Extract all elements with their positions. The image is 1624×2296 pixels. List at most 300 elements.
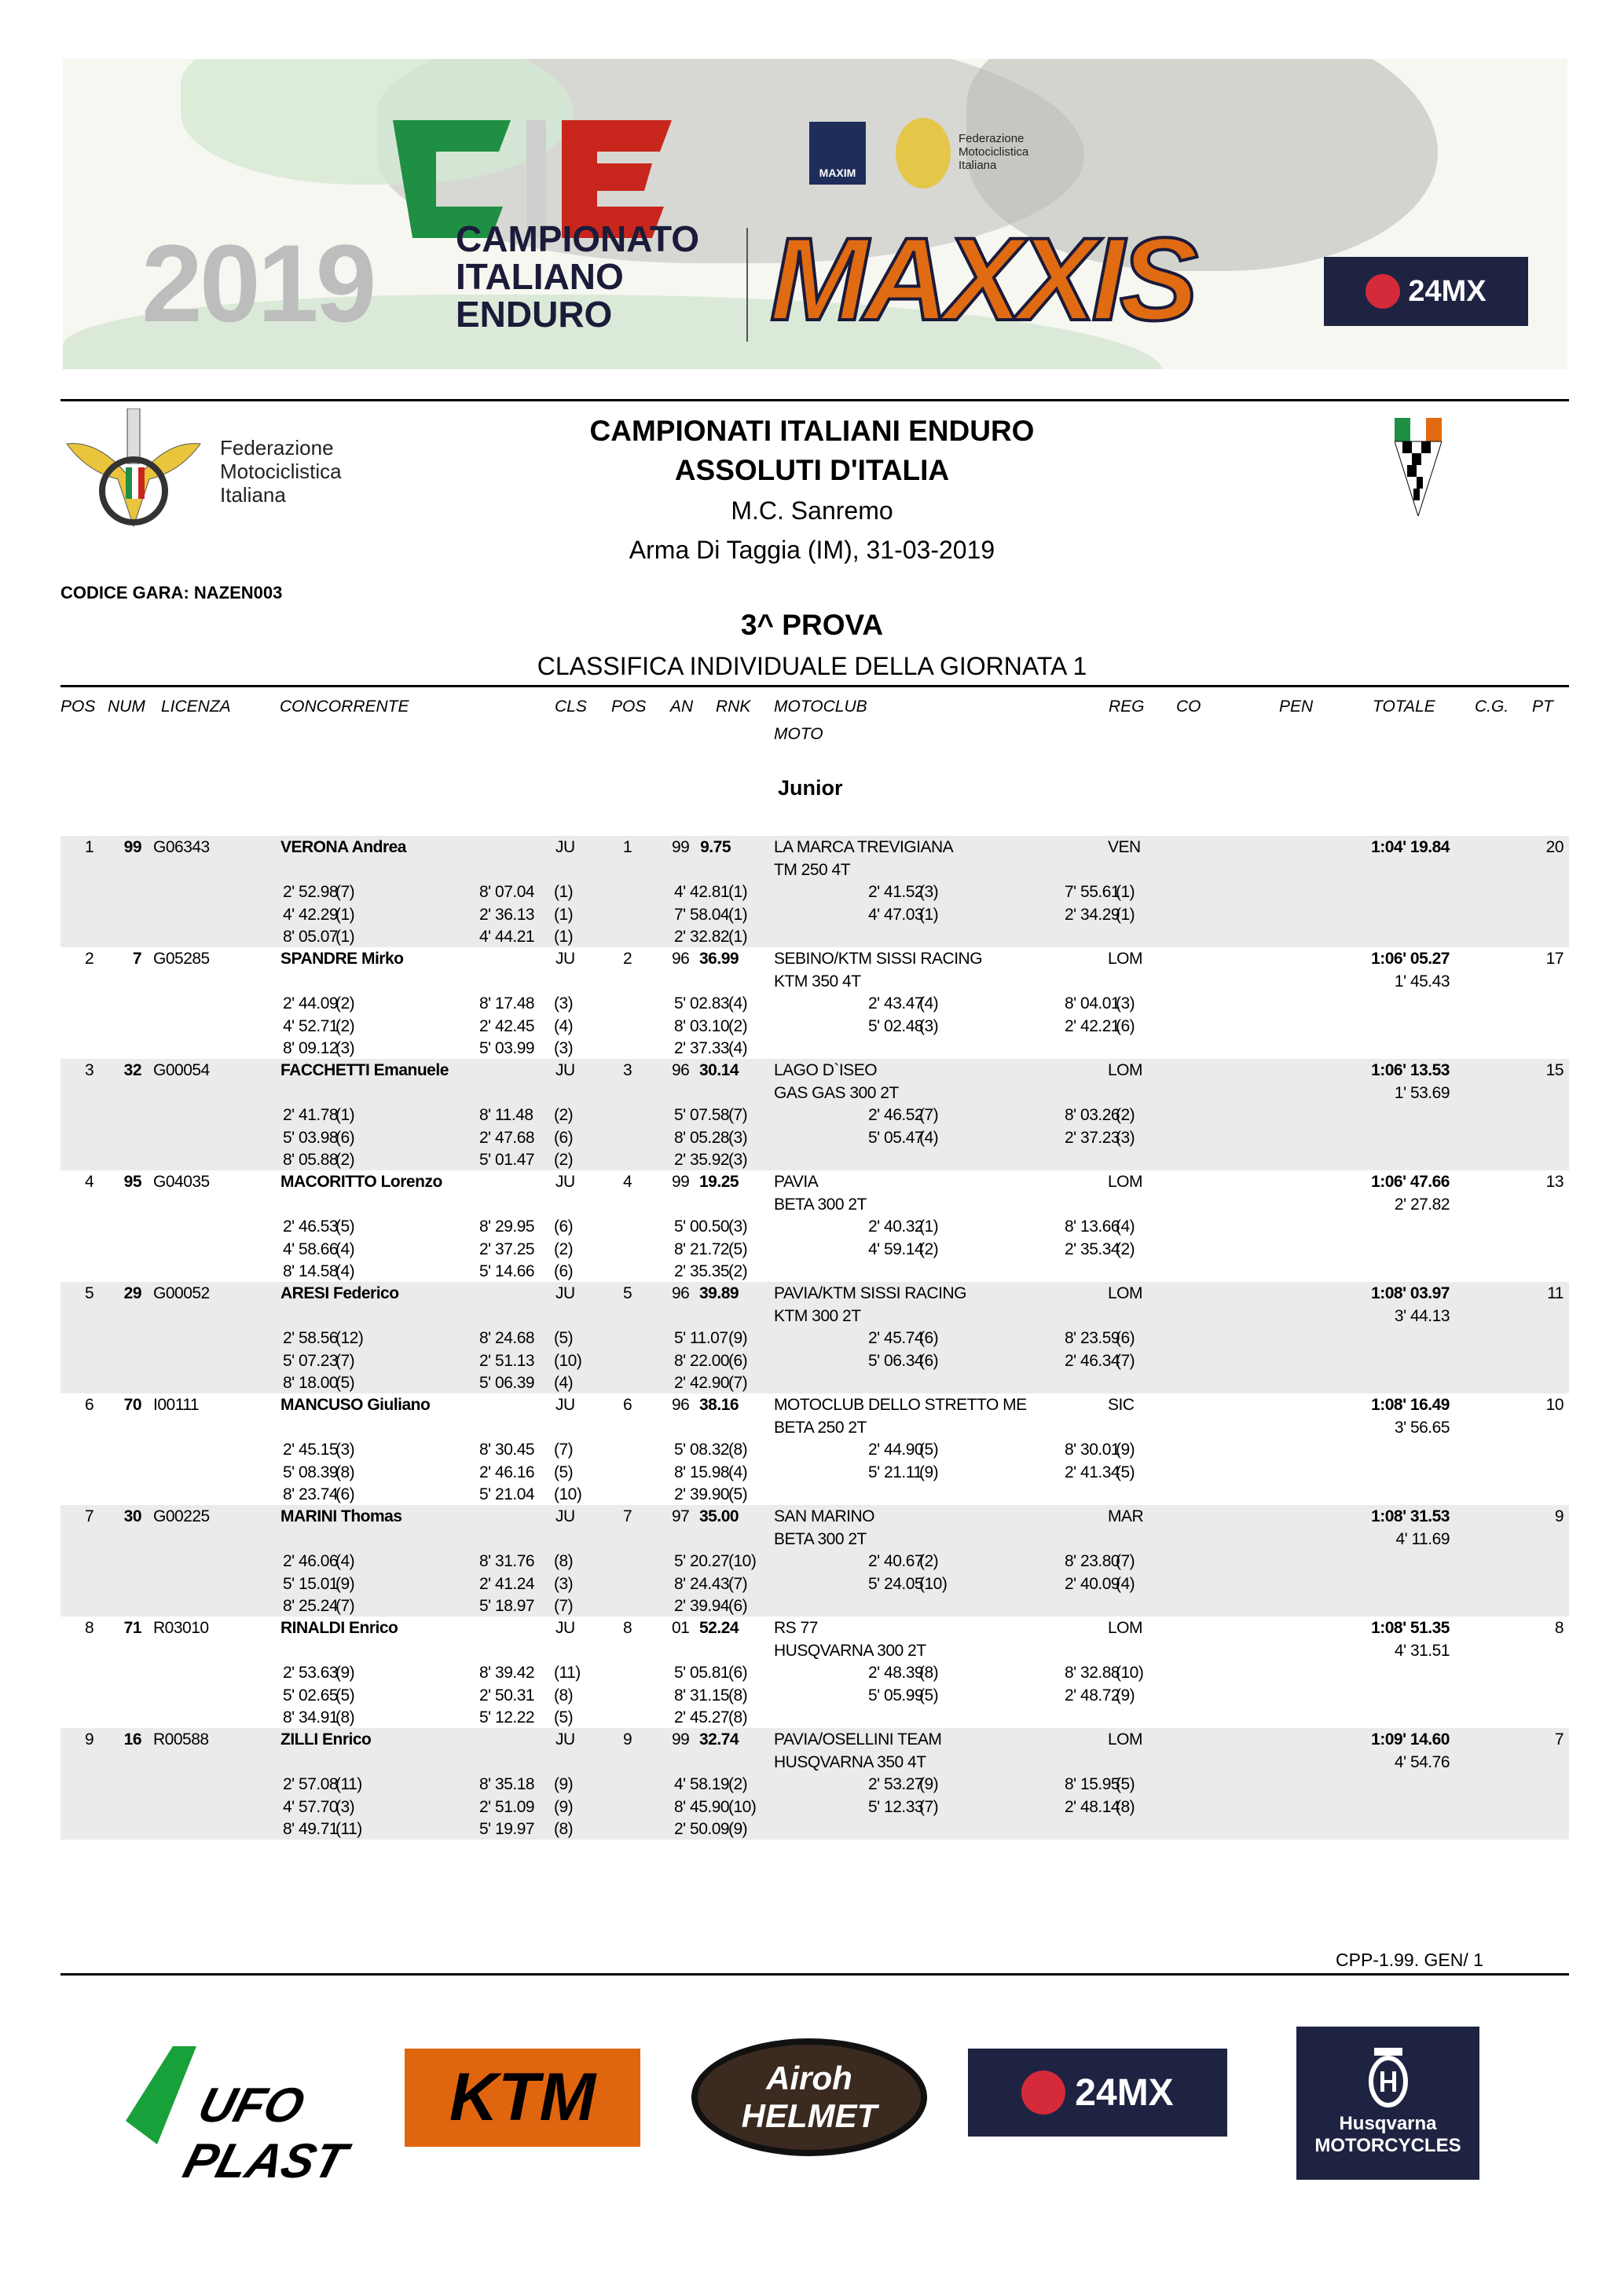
split-rank: (3) xyxy=(335,1039,355,1057)
entry-motoclub: PAVIA xyxy=(774,1173,819,1191)
entry-points: 10 xyxy=(1545,1396,1564,1414)
split-rank: (8) xyxy=(919,1664,939,1682)
split-time: 8' 31.15 xyxy=(674,1686,730,1705)
col-pos: POS xyxy=(60,698,96,716)
split-time: 2' 35.35 xyxy=(674,1262,730,1280)
entry-licenza: G00052 xyxy=(153,1284,210,1302)
split-rank: (1) xyxy=(335,905,355,924)
split-time: 2' 42.90 xyxy=(674,1374,730,1392)
husqvarna-crown-icon xyxy=(1365,2046,1412,2109)
entry-pos: 9 xyxy=(85,1730,94,1749)
split-rank: (1) xyxy=(335,1106,355,1124)
split-time: 8' 31.76 xyxy=(479,1552,535,1570)
husqvarna-logo: Husqvarna MOTORCYCLES xyxy=(1296,2027,1479,2180)
split-rank: (9) xyxy=(1116,1686,1135,1705)
split-time: 5' 06.34 xyxy=(868,1351,924,1370)
split-rank: (4) xyxy=(554,1374,574,1392)
split-rank: (3) xyxy=(728,1151,748,1169)
split-time: 2' 37.33 xyxy=(674,1039,730,1057)
split-time: 2' 46.16 xyxy=(479,1463,535,1481)
split-time: 8' 11.48 xyxy=(479,1106,533,1124)
split-rank: (2) xyxy=(1116,1106,1135,1124)
split-rank: (3) xyxy=(554,1039,574,1057)
entry-num: 30 xyxy=(123,1507,141,1525)
split-time: 8' 30.45 xyxy=(479,1441,535,1459)
championship-title: CAMPIONATI ITALIANI ENDURO xyxy=(589,415,1035,447)
entry-cls-pos: 2 xyxy=(623,950,632,968)
entry-rnk: 36.99 xyxy=(699,950,739,968)
split-rank: (9) xyxy=(335,1664,355,1682)
split-rank: (7) xyxy=(554,1597,574,1615)
split-rank: (7) xyxy=(728,1574,748,1593)
split-time: 5' 05.47 xyxy=(868,1128,924,1147)
entry-total: 1:04' 19.84 xyxy=(1371,838,1450,856)
entry-total: 1:08' 16.49 xyxy=(1371,1396,1450,1414)
split-rank: (1) xyxy=(554,928,574,946)
split-time: 5' 06.39 xyxy=(479,1374,535,1392)
split-time: 5' 20.27 xyxy=(674,1552,730,1570)
entry-an: 99 xyxy=(672,1173,690,1191)
classification-title: CLASSIFICA INDIVIDUALE DELLA GIORNATA 1 xyxy=(537,652,1087,680)
split-time: 4' 58.19 xyxy=(674,1775,730,1793)
entry-rnk: 32.74 xyxy=(699,1730,739,1749)
split-rank: (8) xyxy=(554,1686,574,1705)
split-time: 8' 25.24 xyxy=(283,1597,339,1615)
split-rank: (5) xyxy=(919,1686,939,1705)
split-rank: (8) xyxy=(554,1820,574,1838)
split-rank: (4) xyxy=(728,1463,748,1481)
entry-moto: KTM 350 4T xyxy=(774,972,861,991)
entry-cls-pos: 7 xyxy=(623,1507,632,1525)
entry-num: 71 xyxy=(123,1619,141,1637)
split-rank: (10) xyxy=(728,1797,757,1816)
entry-reg: LOM xyxy=(1108,950,1143,968)
split-time: 2' 42.45 xyxy=(479,1016,535,1035)
table-top-divider xyxy=(60,685,1569,687)
entry-num: 7 xyxy=(132,950,141,968)
col-licenza: LICENZA xyxy=(161,698,231,716)
col-totale: TOTALE xyxy=(1373,698,1435,716)
split-rank: (5) xyxy=(554,1708,574,1727)
split-time: 8' 30.01 xyxy=(1065,1441,1120,1459)
entry-cls-pos: 1 xyxy=(623,838,632,856)
split-time: 8' 29.95 xyxy=(479,1218,535,1236)
split-rank: (2) xyxy=(728,1262,748,1280)
split-rank: (9) xyxy=(335,1574,355,1593)
entry-total: 1:08' 03.97 xyxy=(1371,1284,1450,1302)
entry-reg: LOM xyxy=(1108,1730,1143,1749)
split-time: 5' 02.48 xyxy=(868,1016,924,1035)
split-time: 5' 21.04 xyxy=(479,1485,535,1503)
split-rank: (7) xyxy=(919,1106,939,1124)
split-rank: (9) xyxy=(554,1775,574,1793)
split-rank: (2) xyxy=(1116,1240,1135,1258)
entry-rnk: 39.89 xyxy=(699,1284,739,1302)
split-time: 2' 42.21 xyxy=(1065,1016,1120,1035)
entry-moto: BETA 250 2T xyxy=(774,1418,867,1437)
split-rank: (10) xyxy=(554,1485,582,1503)
split-rank: (7) xyxy=(1116,1552,1135,1570)
split-rank: (7) xyxy=(728,1106,748,1124)
entry-total: 1:09' 14.60 xyxy=(1371,1730,1450,1749)
fic-pennant-icon xyxy=(1395,418,1442,516)
split-rank: (1) xyxy=(554,905,574,924)
split-time: 5' 03.98 xyxy=(283,1128,339,1147)
split-time: 2' 46.06 xyxy=(283,1552,339,1570)
split-rank: (7) xyxy=(335,1351,355,1370)
entry-motoclub: RS 77 xyxy=(774,1619,818,1637)
entry-rnk: 30.14 xyxy=(699,1061,739,1079)
entry-gap: 1' 45.43 xyxy=(1394,972,1450,991)
entry-num: 16 xyxy=(123,1730,141,1749)
entry-cls: JU xyxy=(555,1284,575,1302)
split-rank: (6) xyxy=(919,1329,939,1347)
split-rank: (4) xyxy=(728,994,748,1013)
split-rank: (6) xyxy=(1116,1016,1135,1035)
entry-gap: 3' 56.65 xyxy=(1394,1418,1450,1437)
split-rank: (9) xyxy=(919,1463,939,1481)
split-time: 2' 46.53 xyxy=(283,1218,339,1236)
col-moto: MOTO xyxy=(774,725,823,743)
entry-num: 95 xyxy=(123,1173,141,1191)
split-rank: (9) xyxy=(919,1775,939,1793)
split-time: 4' 47.03 xyxy=(868,905,924,924)
col-cg: C.G. xyxy=(1475,698,1509,716)
split-rank: (3) xyxy=(1116,994,1135,1013)
col-pt: PT xyxy=(1532,698,1553,716)
split-rank: (4) xyxy=(919,1128,939,1147)
entry-cls-pos: 5 xyxy=(623,1284,632,1302)
entry-reg: VEN xyxy=(1108,838,1141,856)
organizer: M.C. Sanremo xyxy=(731,496,893,525)
split-rank: (11) xyxy=(554,1664,581,1682)
split-time: 2' 51.13 xyxy=(479,1351,535,1370)
entry-reg: LOM xyxy=(1108,1061,1143,1079)
entry-reg: LOM xyxy=(1108,1284,1143,1302)
entry-an: 99 xyxy=(672,1730,690,1749)
split-time: 5' 02.65 xyxy=(283,1686,339,1705)
ufo-plast-logo: UFO PLAST xyxy=(110,2042,361,2152)
split-rank: (8) xyxy=(335,1708,355,1727)
split-time: 4' 42.81 xyxy=(674,883,730,901)
split-time: 8' 03.26 xyxy=(1065,1106,1120,1124)
entry-an: 99 xyxy=(672,838,690,856)
split-time: 8' 05.88 xyxy=(283,1151,339,1169)
split-rank: (6) xyxy=(554,1128,574,1147)
split-rank: (1) xyxy=(919,905,939,924)
entry-pos: 7 xyxy=(85,1507,94,1525)
entry-pos: 1 xyxy=(85,838,94,856)
entry-cls-pos: 8 xyxy=(623,1619,632,1637)
split-time: 2' 35.34 xyxy=(1065,1240,1120,1258)
split-time: 2' 43.47 xyxy=(868,994,924,1013)
split-time: 5' 07.58 xyxy=(674,1106,730,1124)
split-time: 2' 37.23 xyxy=(1065,1128,1120,1147)
split-time: 8' 23.74 xyxy=(283,1485,339,1503)
split-rank: (5) xyxy=(1116,1463,1135,1481)
split-rank: (7) xyxy=(554,1441,574,1459)
entry-num: 70 xyxy=(123,1396,141,1414)
maxim-logo: MAXIM xyxy=(809,122,866,185)
col-num: NUM xyxy=(108,698,145,716)
entry-an: 01 xyxy=(672,1619,690,1637)
split-rank: (5) xyxy=(728,1485,748,1503)
24mx-footer-logo: 24MX xyxy=(968,2049,1227,2137)
split-rank: (3) xyxy=(728,1128,748,1147)
split-time: 5' 03.99 xyxy=(479,1039,535,1057)
split-rank: (2) xyxy=(335,1016,355,1035)
entry-points: 13 xyxy=(1545,1173,1564,1191)
entry-cls: JU xyxy=(555,838,575,856)
split-rank: (6) xyxy=(554,1262,574,1280)
entry-rnk: 9.75 xyxy=(700,838,731,856)
split-time: 2' 39.90 xyxy=(674,1485,730,1503)
split-rank: (6) xyxy=(919,1351,939,1370)
split-rank: (1) xyxy=(919,1218,939,1236)
split-rank: (6) xyxy=(335,1485,355,1503)
split-rank: (2) xyxy=(554,1151,574,1169)
entry-pos: 2 xyxy=(85,950,94,968)
entry-cls: JU xyxy=(555,1173,575,1191)
entry-cls: JU xyxy=(555,1396,575,1414)
split-time: 5' 08.32 xyxy=(674,1441,730,1459)
split-rank: (7) xyxy=(335,883,355,901)
split-time: 2' 37.25 xyxy=(479,1240,535,1258)
split-rank: (12) xyxy=(335,1329,364,1347)
split-time: 2' 32.82 xyxy=(674,928,730,946)
split-time: 8' 23.59 xyxy=(1065,1329,1120,1347)
split-time: 8' 34.91 xyxy=(283,1708,339,1727)
entry-gap: 4' 31.51 xyxy=(1394,1641,1450,1660)
entry-points: 9 xyxy=(1554,1507,1564,1525)
split-time: 5' 00.50 xyxy=(674,1218,730,1236)
entry-cls: JU xyxy=(555,1730,575,1749)
entry-name: RINALDI Enrico xyxy=(280,1619,398,1637)
helmet-icon xyxy=(1366,274,1400,309)
split-rank: (10) xyxy=(919,1574,948,1593)
entry-gap: 3' 44.13 xyxy=(1394,1306,1450,1325)
split-rank: (2) xyxy=(919,1240,939,1258)
split-rank: (8) xyxy=(1116,1797,1135,1816)
category-label: Junior xyxy=(778,776,843,800)
entry-total: 1:06' 13.53 xyxy=(1371,1061,1450,1079)
entry-motoclub: SEBINO/KTM SISSI RACING xyxy=(774,950,983,968)
entry-pos: 6 xyxy=(85,1396,94,1414)
col-rnk: RNK xyxy=(716,698,751,716)
split-time: 2' 36.13 xyxy=(479,905,535,924)
split-time: 2' 47.68 xyxy=(479,1128,535,1147)
split-time: 2' 48.14 xyxy=(1065,1797,1120,1816)
split-time: 8' 32.88 xyxy=(1065,1664,1120,1682)
split-rank: (8) xyxy=(728,1686,748,1705)
split-rank: (9) xyxy=(728,1820,748,1838)
entry-pos: 5 xyxy=(85,1284,94,1302)
split-rank: (8) xyxy=(335,1463,355,1481)
split-time: 8' 13.66 xyxy=(1065,1218,1120,1236)
split-time: 8' 18.00 xyxy=(283,1374,339,1392)
split-rank: (9) xyxy=(554,1797,574,1816)
entry-cls: JU xyxy=(555,950,575,968)
split-time: 8' 15.95 xyxy=(1065,1775,1120,1793)
entry-cls-pos: 9 xyxy=(623,1730,632,1749)
entry-moto: HUSQVARNA 350 4T xyxy=(774,1752,926,1771)
split-rank: (4) xyxy=(919,994,939,1013)
split-time: 8' 07.04 xyxy=(479,883,535,901)
split-time: 2' 53.27 xyxy=(868,1775,924,1793)
split-time: 4' 59.14 xyxy=(868,1240,924,1258)
entry-licenza: G00225 xyxy=(153,1507,210,1525)
split-time: 2' 53.63 xyxy=(283,1664,339,1682)
split-rank: (1) xyxy=(1116,905,1135,924)
split-rank: (1) xyxy=(1116,883,1135,901)
entry-name: MACORITTO Lorenzo xyxy=(280,1173,442,1191)
split-time: 8' 23.80 xyxy=(1065,1552,1120,1570)
split-rank: (7) xyxy=(728,1374,748,1392)
split-time: 8' 05.07 xyxy=(283,928,339,946)
24mx-logo: 24MX xyxy=(1324,257,1528,326)
entry-total: 1:06' 05.27 xyxy=(1371,950,1450,968)
split-time: 5' 11.07 xyxy=(674,1329,728,1347)
banner-series-name: CAMPIONATO ITALIANO ENDURO xyxy=(456,218,700,335)
split-time: 2' 44.90 xyxy=(868,1441,924,1459)
split-rank: (7) xyxy=(335,1597,355,1615)
fmi-small-logo: Federazione Motociclistica Italiana xyxy=(896,118,1100,189)
entry-an: 97 xyxy=(672,1507,690,1525)
split-rank: (1) xyxy=(728,928,748,946)
split-time: 8' 39.42 xyxy=(479,1664,535,1682)
col-pen: PEN xyxy=(1279,698,1314,716)
split-time: 2' 44.09 xyxy=(283,994,339,1013)
split-rank: (5) xyxy=(1116,1775,1135,1793)
col-cls-pos: POS xyxy=(611,698,647,716)
banner-divider xyxy=(746,228,748,342)
split-rank: (11) xyxy=(335,1820,362,1838)
entry-licenza: G00054 xyxy=(153,1061,210,1079)
split-rank: (7) xyxy=(919,1797,939,1816)
split-time: 7' 55.61 xyxy=(1065,883,1120,901)
entry-cls: JU xyxy=(555,1061,575,1079)
split-time: 2' 52.98 xyxy=(283,883,339,901)
split-time: 5' 05.81 xyxy=(674,1664,730,1682)
entry-points: 20 xyxy=(1545,838,1564,856)
entry-name: ZILLI Enrico xyxy=(280,1730,372,1749)
entry-moto: GAS GAS 300 2T xyxy=(774,1083,899,1102)
split-time: 4' 44.21 xyxy=(479,928,535,946)
split-time: 2' 40.67 xyxy=(868,1552,924,1570)
entry-total: 1:06' 47.66 xyxy=(1371,1173,1450,1191)
split-time: 4' 42.29 xyxy=(283,905,339,924)
entry-gap: 4' 11.69 xyxy=(1395,1529,1450,1548)
split-time: 8' 45.90 xyxy=(674,1797,730,1816)
col-co: CO xyxy=(1176,698,1201,716)
split-rank: (2) xyxy=(554,1240,574,1258)
entry-licenza: R00588 xyxy=(153,1730,209,1749)
split-time: 5' 19.97 xyxy=(479,1820,535,1838)
entry-an: 96 xyxy=(672,1061,690,1079)
helmet-icon xyxy=(1021,2071,1065,2115)
entry-gap: 4' 54.76 xyxy=(1394,1752,1450,1771)
entry-points: 11 xyxy=(1547,1284,1564,1302)
entry-rnk: 35.00 xyxy=(699,1507,739,1525)
split-rank: (5) xyxy=(335,1218,355,1236)
split-rank: (9) xyxy=(1116,1441,1135,1459)
banner-year: 2019 xyxy=(141,222,374,345)
split-time: 8' 22.00 xyxy=(674,1351,730,1370)
split-rank: (4) xyxy=(728,1039,748,1057)
round-title: 3^ PROVA xyxy=(740,609,884,641)
split-rank: (5) xyxy=(335,1686,355,1705)
split-time: 2' 48.72 xyxy=(1065,1686,1120,1705)
entry-total: 1:08' 31.53 xyxy=(1371,1507,1450,1525)
split-rank: (6) xyxy=(728,1351,748,1370)
entry-cls-pos: 6 xyxy=(623,1396,632,1414)
split-time: 5' 02.83 xyxy=(674,994,730,1013)
split-rank: (7) xyxy=(1116,1351,1135,1370)
split-time: 5' 07.23 xyxy=(283,1351,339,1370)
col-motoclub: MOTOCLUB xyxy=(774,698,867,716)
split-time: 2' 51.09 xyxy=(479,1797,535,1816)
entry-name: MANCUSO Giuliano xyxy=(280,1396,431,1414)
split-time: 8' 35.18 xyxy=(479,1775,535,1793)
entry-motoclub: PAVIA/KTM SISSI RACING xyxy=(774,1284,966,1302)
split-time: 2' 58.56 xyxy=(283,1329,339,1347)
entry-rnk: 19.25 xyxy=(699,1173,739,1191)
split-rank: (4) xyxy=(1116,1218,1135,1236)
entry-licenza: G06343 xyxy=(153,838,210,856)
col-an: AN xyxy=(670,698,694,716)
entry-motoclub: PAVIA/OSELLINI TEAM xyxy=(774,1730,942,1749)
document-code: CPP-1.99. GEN/ 1 xyxy=(1336,1950,1483,1970)
split-rank: (2) xyxy=(728,1016,748,1035)
entry-num: 29 xyxy=(123,1284,141,1302)
entry-reg: SIC xyxy=(1108,1396,1135,1414)
split-rank: (10) xyxy=(554,1351,582,1370)
entry-moto: BETA 300 2T xyxy=(774,1529,867,1548)
split-time: 2' 41.34 xyxy=(1065,1463,1120,1481)
split-rank: (6) xyxy=(1116,1329,1135,1347)
header-divider xyxy=(60,399,1569,401)
entry-name: SPANDRE Mirko xyxy=(280,950,404,968)
entry-name: VERONA Andrea xyxy=(280,838,406,856)
split-rank: (3) xyxy=(335,1441,355,1459)
split-rank: (5) xyxy=(554,1329,574,1347)
split-time: 2' 35.92 xyxy=(674,1151,730,1169)
entry-motoclub: SAN MARINO xyxy=(774,1507,875,1525)
entry-name: MARINI Thomas xyxy=(280,1507,402,1525)
split-time: 8' 15.98 xyxy=(674,1463,730,1481)
entry-licenza: I00111 xyxy=(153,1396,200,1414)
split-rank: (5) xyxy=(335,1374,355,1392)
split-time: 2' 39.94 xyxy=(674,1597,730,1615)
ktm-logo: KTM xyxy=(405,2049,640,2147)
split-rank: (3) xyxy=(335,1797,355,1816)
entry-total: 1:08' 51.35 xyxy=(1371,1619,1450,1637)
entry-moto: BETA 300 2T xyxy=(774,1195,867,1214)
split-time: 2' 40.32 xyxy=(868,1218,924,1236)
split-rank: (4) xyxy=(335,1552,355,1570)
split-time: 2' 46.52 xyxy=(868,1106,924,1124)
fmi-logo: Federazione Motociclistica Italiana xyxy=(63,408,361,534)
split-time: 2' 41.78 xyxy=(283,1106,339,1124)
split-rank: (9) xyxy=(728,1329,748,1347)
entry-cls: JU xyxy=(555,1507,575,1525)
split-time: 4' 52.71 xyxy=(283,1016,339,1035)
entry-num: 32 xyxy=(123,1061,141,1079)
split-time: 8' 04.01 xyxy=(1065,994,1120,1013)
split-time: 5' 15.01 xyxy=(283,1574,339,1593)
split-rank: (11) xyxy=(335,1775,362,1793)
split-rank: (4) xyxy=(335,1262,355,1280)
